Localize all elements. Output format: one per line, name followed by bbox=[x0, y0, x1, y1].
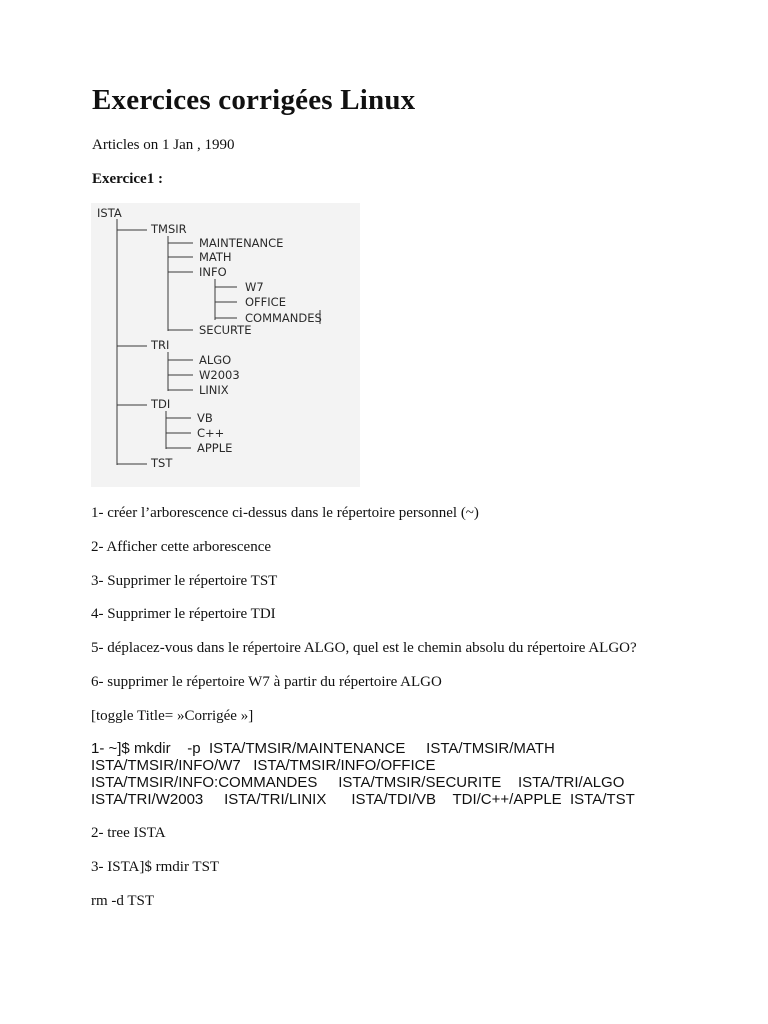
tree-node-tdi: TDI bbox=[151, 397, 171, 411]
page-title: Exercices corrigées Linux bbox=[92, 84, 416, 116]
tree-node-vb: VB bbox=[197, 411, 213, 425]
directory-tree-diagram bbox=[91, 203, 360, 487]
question-4: 4- Supprimer le répertoire TDI bbox=[91, 606, 276, 622]
answer-1-line: 1- ~]$ mkdir -p ISTA/TMSIR/MAINTENANCE ISTA/TMSIR/MATH bbox=[91, 740, 555, 757]
tree-node-math: MATH bbox=[199, 250, 232, 264]
tree-node-apple: APPLE bbox=[197, 441, 233, 455]
tree-node-tri: TRI bbox=[151, 338, 170, 352]
tree-node-tst: TST bbox=[151, 456, 173, 470]
tree-node-info: INFO bbox=[199, 265, 227, 279]
question-6: 6- supprimer le répertoire W7 à partir du répertoire ALGO bbox=[91, 674, 442, 690]
tree-node-office: OFFICE bbox=[245, 295, 286, 309]
tree-node-securte: SECURTE bbox=[199, 323, 252, 337]
toggle-shortcode: [toggle Title= »Corrigée »] bbox=[91, 708, 254, 724]
question-1: 1- créer l’arborescence ci-dessus dans le répertoire personnel (~) bbox=[91, 505, 479, 521]
answer-1-line: ISTA/TMSIR/INFO:COMMANDES ISTA/TMSIR/SECURITE ISTA/TRI/ALGO bbox=[91, 774, 625, 791]
exercise-heading: Exercice1 : bbox=[92, 171, 163, 187]
article-date: Articles on 1 Jan , 1990 bbox=[92, 137, 235, 153]
tree-node-maintenance: MAINTENANCE bbox=[199, 236, 284, 250]
tree-node-linix: LINIX bbox=[199, 383, 229, 397]
tree-root-label: ISTA bbox=[97, 206, 122, 220]
tree-node-algo: ALGO bbox=[199, 353, 232, 367]
directory-tree-image bbox=[91, 203, 360, 487]
question-5: 5- déplacez-vous dans le répertoire ALGO, quel est le chemin absolu du répertoire ALGO? bbox=[91, 640, 637, 656]
answer-2: 2- tree ISTA bbox=[91, 825, 166, 841]
tree-node-w2003: W2003 bbox=[199, 368, 240, 382]
tree-node-cpp: C++ bbox=[197, 426, 225, 440]
tree-node-commandes: COMMANDES bbox=[245, 311, 322, 325]
answer-1-line: ISTA/TMSIR/INFO/W7 ISTA/TMSIR/INFO/OFFICE bbox=[91, 757, 436, 774]
answer-3: 3- ISTA]$ rmdir TST bbox=[91, 859, 220, 875]
answer-3-alt: rm -d TST bbox=[91, 893, 155, 909]
question-2: 2- Afficher cette arborescence bbox=[91, 539, 272, 555]
answer-1-line: ISTA/TRI/W2003 ISTA/TRI/LINIX ISTA/TDI/VB TDI/C++/APPLE ISTA/TST bbox=[91, 791, 635, 808]
question-3: 3- Supprimer le répertoire TST bbox=[91, 573, 278, 589]
answer-1-block bbox=[91, 740, 635, 808]
tree-node-tmsir: TMSIR bbox=[151, 222, 187, 236]
tree-node-w7: W7 bbox=[245, 280, 264, 294]
